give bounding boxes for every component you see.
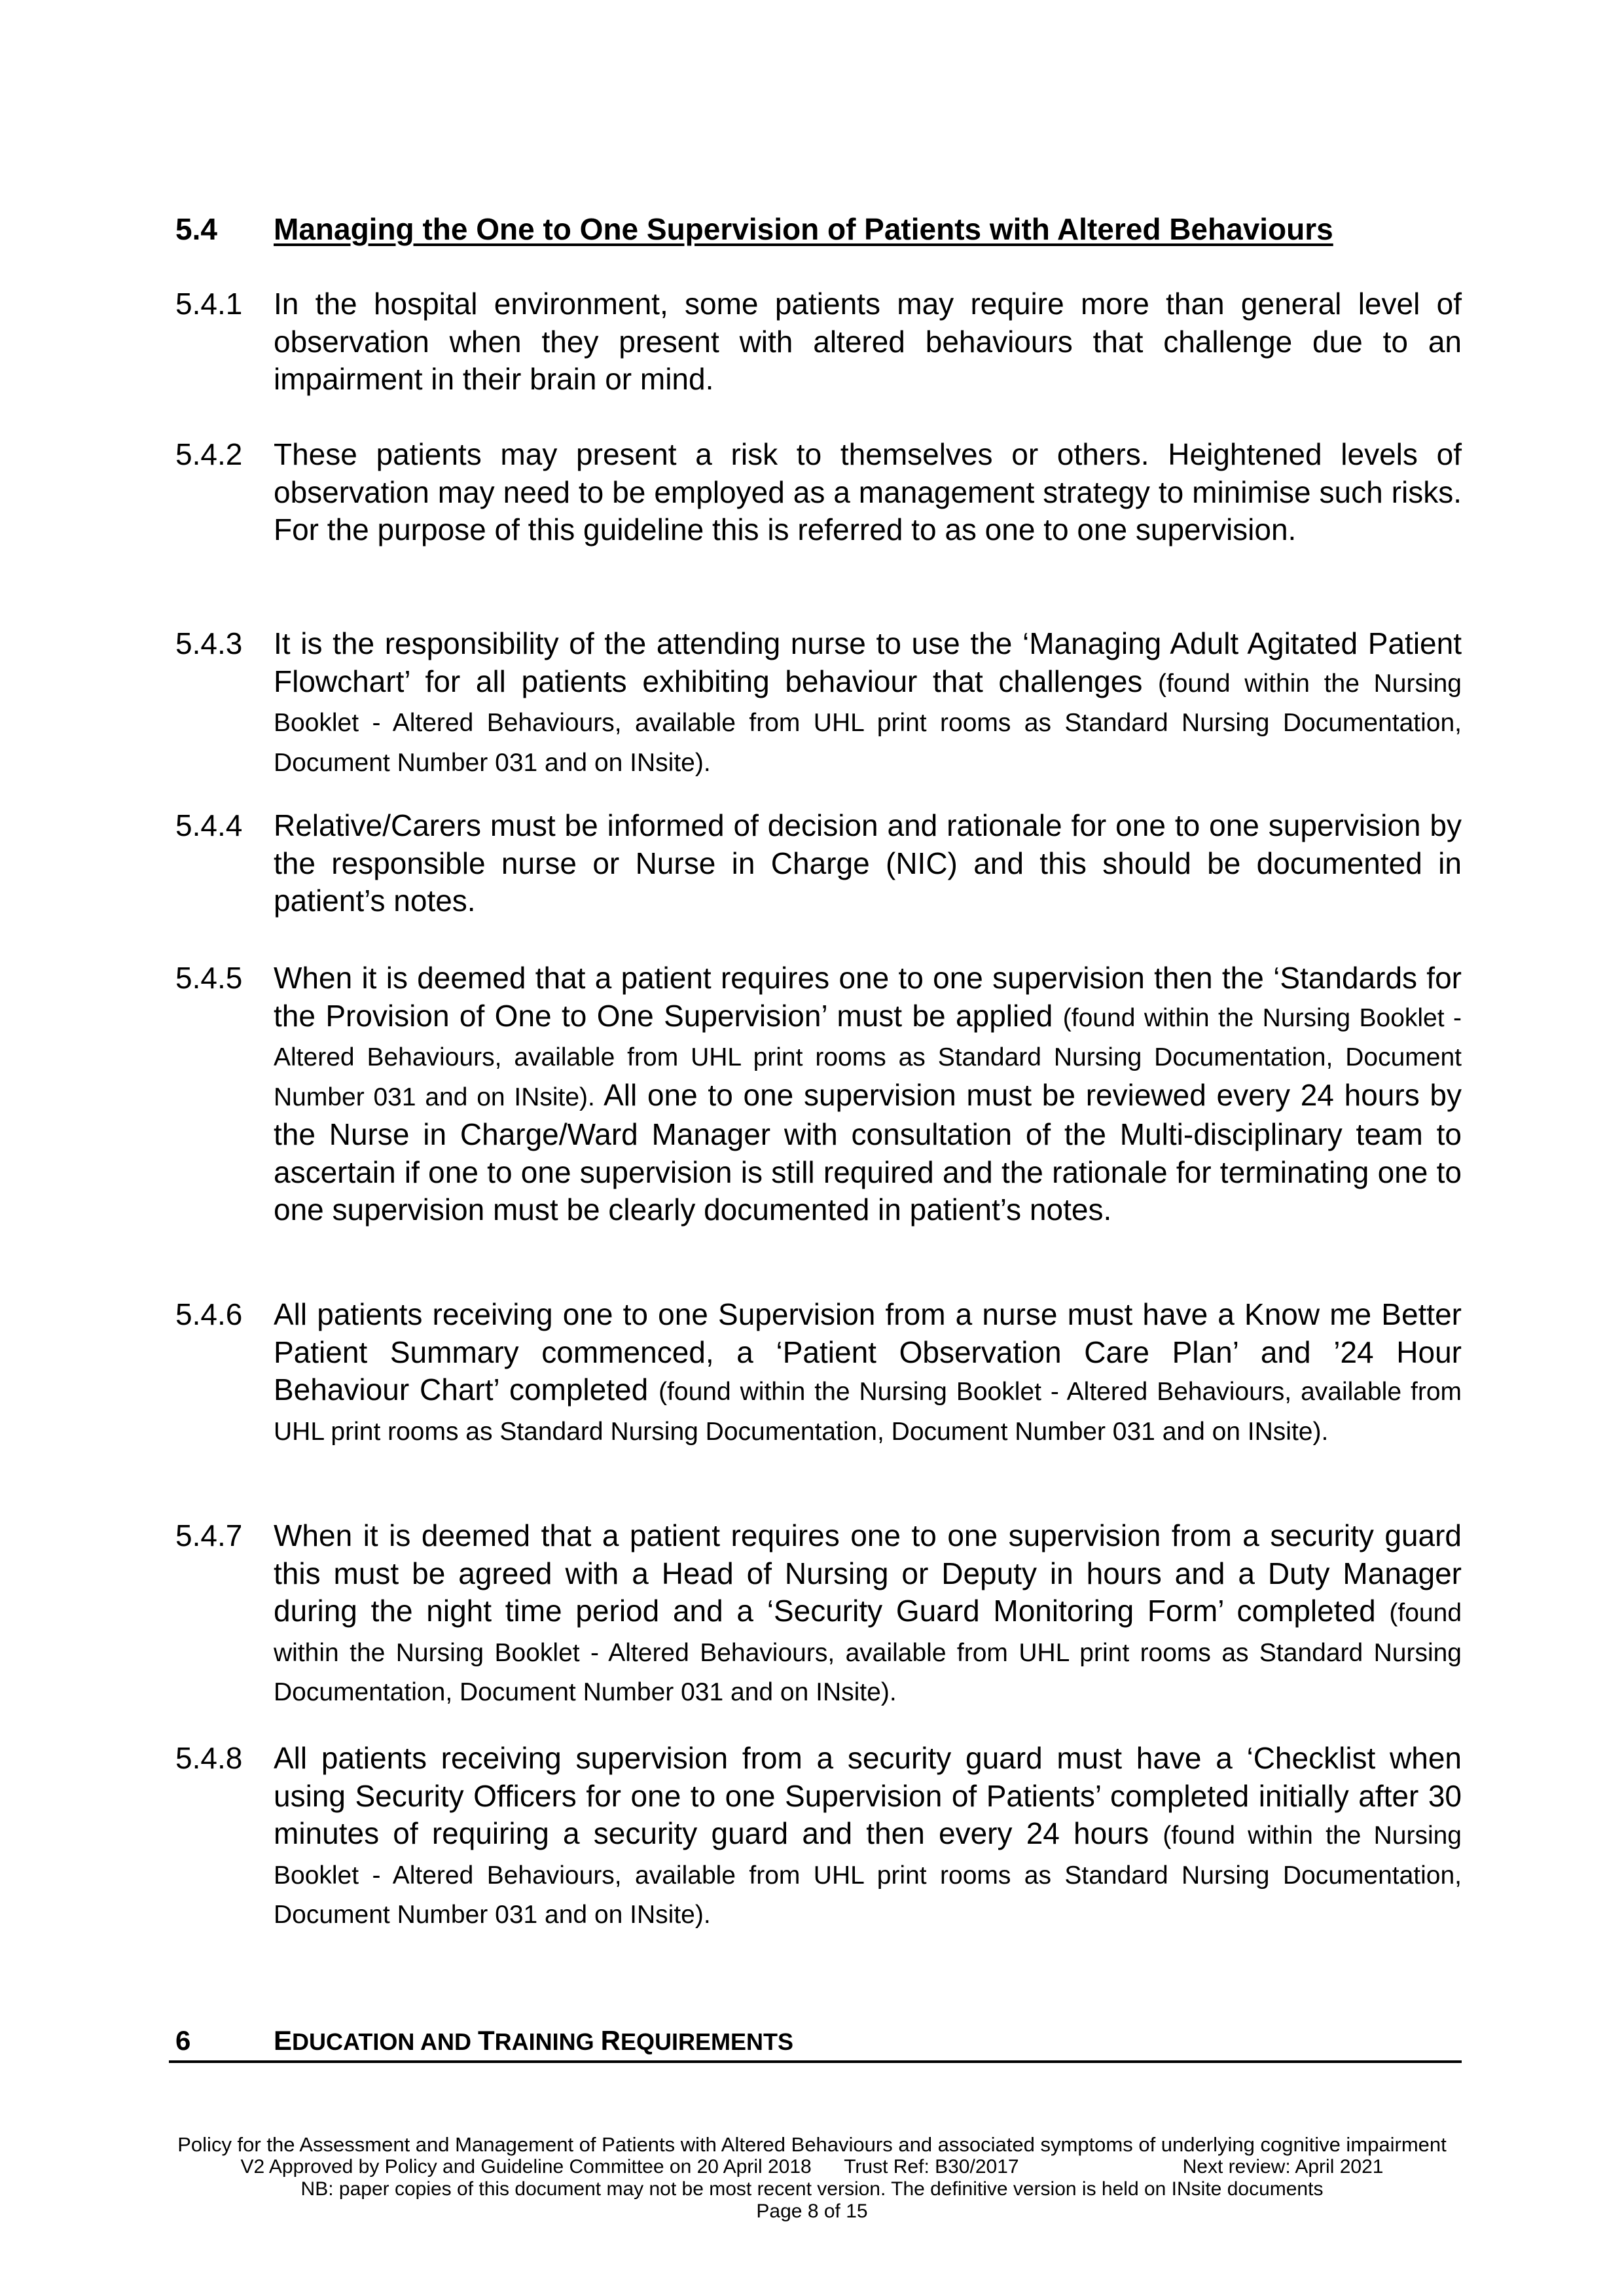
paragraph-body: It is the responsibility of the attending nurse to use the ‘Managing Adult Agitated Patient Flowchart’ for all patients exhibiting behaviour that challenges — [274, 626, 1462, 698]
paragraph-number: 5.4.2 — [175, 437, 243, 471]
title-cap: T — [478, 2025, 495, 2056]
paragraph-text — [274, 1296, 1462, 1450]
paragraph-body: All patients receiving supervision from a security guard must have a ‘Checklist when using Security Officers for one to one Supervision of Patients’ completed initially after 30 minutes of requiring a security guard and then every 24 hours — [274, 1741, 1462, 1850]
paragraph-reference: (found within the Nursing Booklet - Altered Behaviours, available from UHL print rooms as Standard Nursing Documentation, Document Number 031 and on INsite). — [274, 1821, 1462, 1929]
paragraph-number: 5.4.8 — [175, 1741, 243, 1775]
paragraph-text — [274, 285, 1462, 399]
paragraph-number: 5.4.3 — [175, 626, 243, 660]
paragraph-text — [274, 1740, 1462, 1934]
footer-notice: NB: paper copies of this document may not be most recent version. The definitive version is held on INsite documents — [300, 2178, 1324, 2200]
paragraph-5-4-2 — [175, 436, 1462, 549]
paragraph-body: When it is deemed that a patient requires one to one supervision then the ‘Standards for the Provision of One to One Supervision’ must be applied — [274, 961, 1462, 1033]
paragraph-body: These patients may present a risk to themselves or others. Heightened levels of observation may need to be employed as a management strategy to minimise such risks. For the purpose of this guideline this is referred to as one to one supervision. — [274, 437, 1462, 547]
paragraph-5-4-3 — [175, 625, 1462, 781]
paragraph-5-4-4 — [175, 807, 1462, 920]
paragraph-body: In the hospital environment, some patients may require more than general level of observation when they present with altered behaviours that challenge due to an impairment in their brain or mind. — [274, 287, 1462, 396]
paragraph-5-4-8 — [175, 1740, 1462, 1934]
footer-policy-title: Policy for the Assessment and Management of Patients with Altered Behaviours and associated symptoms of underlying cognitive impairment — [177, 2133, 1447, 2156]
paragraph-text — [274, 1517, 1462, 1712]
paragraph-text — [274, 625, 1462, 781]
paragraph-reference: (found within the Nursing Booklet - Altered Behaviours, available from UHL print rooms as Standard Nursing Documentation, Document Number 031 and on INsite). — [274, 1003, 1462, 1111]
paragraph-text — [274, 960, 1462, 1229]
section-title: Managing the One to One Supervision of Patients with Altered Behaviours — [274, 212, 1333, 246]
paragraph-5-4-6 — [175, 1296, 1462, 1450]
section-divider — [169, 2060, 1462, 2063]
paragraph-5-4-7 — [175, 1517, 1462, 1712]
paragraph-text — [274, 436, 1462, 549]
paragraph-number: 5.4.6 — [175, 1297, 243, 1331]
section-number: 5.4 — [175, 212, 217, 246]
paragraph-body: All patients receiving one to one Supervision from a nurse must have a Know me Better Patient Summary commenced, a ‘Patient Observation Care Plan’ and ’24 Hour Behaviour Chart’ completed — [274, 1297, 1462, 1407]
title-small-caps: RAINING — [494, 2028, 601, 2055]
title-small-caps: EQUIREMENTS — [621, 2028, 794, 2055]
page-footer — [0, 2134, 1624, 2223]
section-number: 6 — [175, 2025, 191, 2056]
title-small-caps: DUCATION AND — [292, 2028, 478, 2055]
paragraph-text — [274, 807, 1462, 920]
paragraph-number: 5.4.4 — [175, 808, 243, 842]
footer-approval-line — [0, 2156, 1624, 2178]
title-cap: E — [274, 2025, 293, 2056]
paragraph-reference: (found within the Nursing Booklet - Altered Behaviours, available from UHL print rooms as Standard Nursing Documentation, Document Number 031 and on INsite). — [274, 1599, 1462, 1706]
footer-trust-ref: Trust Ref: B30/2017 — [844, 2156, 1019, 2178]
paragraph-body: When it is deemed that a patient requires one to one supervision from a security guard this must be agreed with a Head of Nursing or Deputy in hours and a Duty Manager during the night time period and a ‘Security Guard Monitoring Form’ completed — [274, 1518, 1462, 1628]
paragraph-5-4-5 — [175, 960, 1462, 1229]
paragraph-number: 5.4.5 — [175, 961, 243, 995]
footer-next-review: Next review: April 2021 — [1182, 2156, 1384, 2178]
paragraph-5-4-1 — [175, 285, 1462, 399]
paragraph-body-continued: All one to one supervision must be reviewed every 24 hours by the Nurse in Charge/Ward Manager with consultation of the Multi-disciplinary team to ascertain if one to one supervision is still required and the rationale for terminating one to one supervision must be clearly documented in patient’s notes. — [274, 1077, 1462, 1227]
paragraph-reference: (found within the Nursing Booklet - Altered Behaviours, available from UHL print rooms as Standard Nursing Documentation, Document Number 031 and on INsite). — [274, 669, 1462, 777]
paragraph-body: Relative/Carers must be informed of decision and rationale for one to one supervision by the responsible nurse or Nurse in Charge (NIC) and this should be documented in patient’s notes. — [274, 808, 1462, 918]
paragraph-number: 5.4.7 — [175, 1518, 243, 1552]
footer-approval: V2 Approved by Policy and Guideline Committee on 20 April 2018 — [240, 2156, 812, 2178]
paragraph-number: 5.4.1 — [175, 287, 243, 321]
section-title — [274, 2022, 793, 2060]
title-cap: R — [600, 2025, 621, 2056]
footer-page-number: Page 8 of 15 — [756, 2200, 868, 2222]
paragraph-reference: (found within the Nursing Booklet - Altered Behaviours, available from UHL print rooms as Standard Nursing Documentation, Document Number 031 and on INsite). — [274, 1378, 1462, 1446]
